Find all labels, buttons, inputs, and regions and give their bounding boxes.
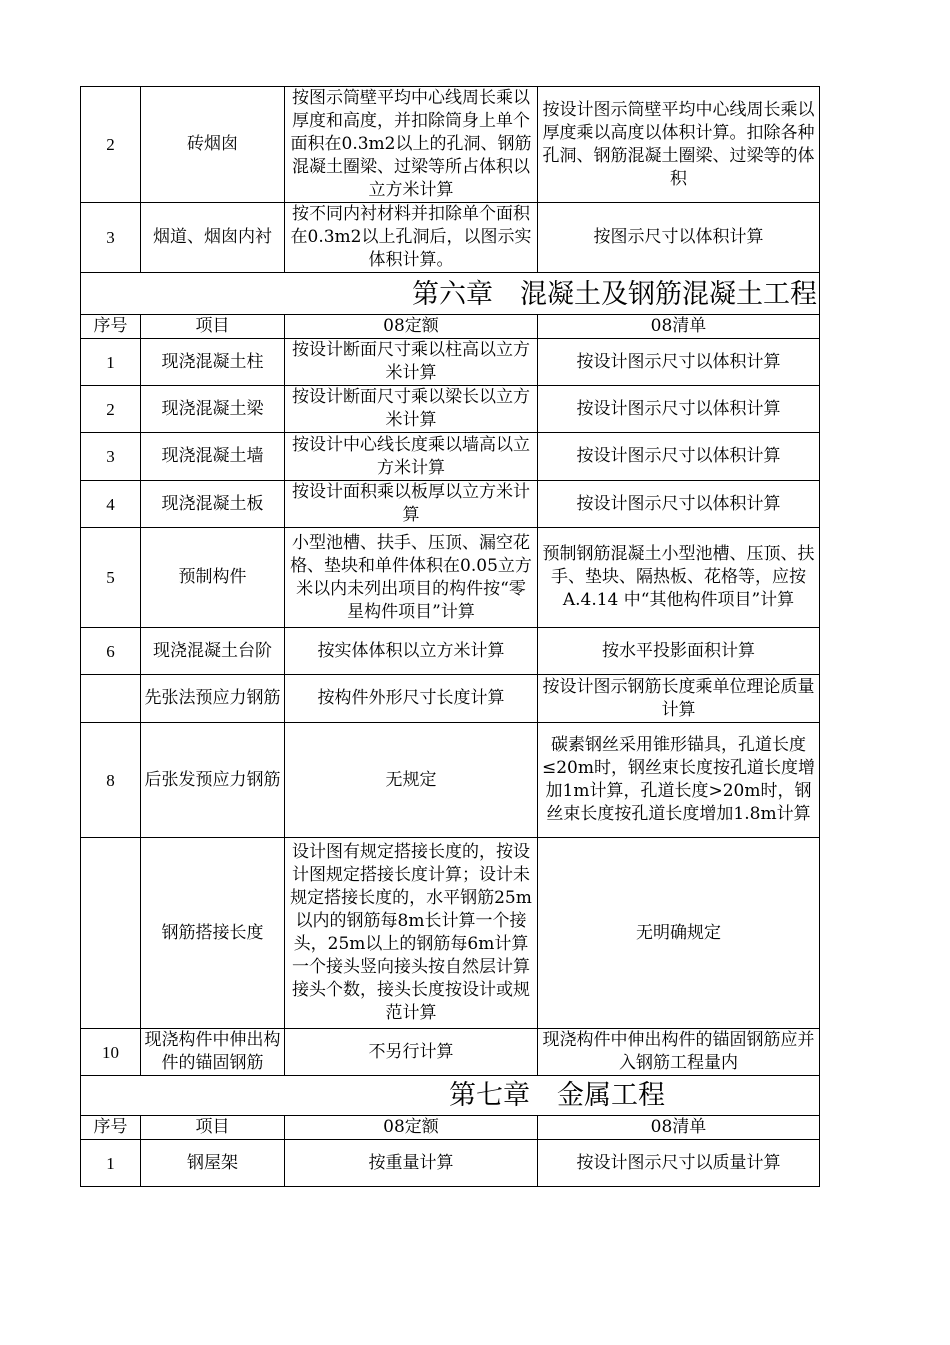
header-seq: 序号 — [81, 315, 141, 339]
row-qing: 按设计图示钢筋长度乘单位理论质量计算 — [538, 675, 820, 723]
header-item: 项目 — [141, 1116, 285, 1140]
row-seq: 3 — [81, 203, 141, 273]
row-item: 先张法预应力钢筋 — [141, 675, 285, 723]
header-qing: 08清单 — [538, 315, 820, 339]
row-ding: 按构件外形尺寸长度计算 — [285, 675, 538, 723]
table-row — [81, 481, 820, 528]
table-row — [81, 87, 820, 203]
row-ding: 不另行计算 — [285, 1029, 538, 1076]
row-qing: 按图示尺寸以体积计算 — [538, 203, 820, 273]
chapter-6-title: 第六章 混凝土及钢筋混凝土工程 — [81, 273, 820, 315]
row-ding: 按设计面积乘以板厚以立方米计算 — [285, 481, 538, 528]
row-ding: 按设计中心线长度乘以墙高以立方米计算 — [285, 433, 538, 481]
row-qing: 预制钢筋混凝土小型池槽、压顶、扶手、垫块、隔热板、花格等，应按 A.4.14 中“其他构件项目”计算 — [538, 528, 820, 628]
table-row — [81, 528, 820, 628]
table-row — [81, 1140, 820, 1187]
table-row — [81, 1029, 820, 1076]
row-ding: 设计图有规定搭接长度的，按设计图规定搭接长度计算；设计未规定搭接长度的，水平钢筋25m以内的钢筋每8m长计算一个接头，25m以上的钢筋每6m计算一个接头竖向接头按自然层计算接头个数，接头长度按设计或规范计算 — [285, 838, 538, 1029]
row-item: 后张发预应力钢筋 — [141, 723, 285, 838]
row-qing: 按设计图示尺寸以体积计算 — [538, 481, 820, 528]
row-qing: 碳素钢丝采用锥形锚具，孔道长度≤20m时，钢丝束长度按孔道长度增加1m计算，孔道长度>20m时，钢丝束长度按孔道长度增加1.8m计算 — [538, 723, 820, 838]
quantity-rules-table — [80, 86, 820, 1187]
header-ding: 08定额 — [285, 315, 538, 339]
row-seq: 4 — [81, 481, 141, 528]
row-ding: 按实体体积以立方米计算 — [285, 628, 538, 675]
row-seq: 5 — [81, 528, 141, 628]
row-seq — [81, 675, 141, 723]
table-row — [81, 838, 820, 1029]
row-item: 现浇混凝土台阶 — [141, 628, 285, 675]
header-ding: 08定额 — [285, 1116, 538, 1140]
table-row — [81, 386, 820, 433]
chapter-title-row — [81, 273, 820, 315]
row-seq: 3 — [81, 433, 141, 481]
row-seq: 10 — [81, 1029, 141, 1076]
row-qing: 按设计图示尺寸以体积计算 — [538, 386, 820, 433]
row-ding: 按图示筒壁平均中心线周长乘以厚度和高度，并扣除筒身上单个面积在0.3m2以上的孔洞、钢筋混凝土圈梁、过梁等所占体积以立方米计算 — [285, 87, 538, 203]
row-qing: 现浇构件中伸出构件的锚固钢筋应并入钢筋工程量内 — [538, 1029, 820, 1076]
header-qing: 08清单 — [538, 1116, 820, 1140]
row-seq: 1 — [81, 1140, 141, 1187]
row-seq: 8 — [81, 723, 141, 838]
row-seq: 6 — [81, 628, 141, 675]
header-seq: 序号 — [81, 1116, 141, 1140]
table-row — [81, 723, 820, 838]
row-ding: 按设计断面尺寸乘以梁长以立方米计算 — [285, 386, 538, 433]
row-item: 现浇混凝土柱 — [141, 339, 285, 386]
table-row — [81, 203, 820, 273]
table-row — [81, 675, 820, 723]
row-qing: 按设计图示筒壁平均中心线周长乘以厚度乘以高度以体积计算。扣除各种孔洞、钢筋混凝土圈梁、过梁等的体积 — [538, 87, 820, 203]
row-ding: 无规定 — [285, 723, 538, 838]
row-qing: 无明确规定 — [538, 838, 820, 1029]
chapter-7-title: 第七章 金属工程 — [81, 1076, 820, 1116]
row-ding: 小型池槽、扶手、压顶、漏空花格、垫块和单件体积在0.05立方米以内未列出项目的构件按“零星构件项目”计算 — [285, 528, 538, 628]
chapter-title-row — [81, 1076, 820, 1116]
row-seq: 2 — [81, 386, 141, 433]
row-ding: 按设计断面尺寸乘以柱高以立方米计算 — [285, 339, 538, 386]
table-row — [81, 339, 820, 386]
row-item: 现浇混凝土墙 — [141, 433, 285, 481]
header-row — [81, 1116, 820, 1140]
row-item: 钢筋搭接长度 — [141, 838, 285, 1029]
row-item: 现浇构件中伸出构件的锚固钢筋 — [141, 1029, 285, 1076]
row-ding: 按不同内衬材料并扣除单个面积在0.3m2以上孔洞后，以图示实体积计算。 — [285, 203, 538, 273]
row-seq — [81, 838, 141, 1029]
row-qing: 按设计图示尺寸以质量计算 — [538, 1140, 820, 1187]
header-row — [81, 315, 820, 339]
header-item: 项目 — [141, 315, 285, 339]
row-seq: 1 — [81, 339, 141, 386]
row-item: 现浇混凝土梁 — [141, 386, 285, 433]
row-item: 钢屋架 — [141, 1140, 285, 1187]
row-item: 烟道、烟囱内衬 — [141, 203, 285, 273]
row-qing: 按设计图示尺寸以体积计算 — [538, 339, 820, 386]
row-qing: 按水平投影面积计算 — [538, 628, 820, 675]
row-ding: 按重量计算 — [285, 1140, 538, 1187]
row-item: 砖烟囱 — [141, 87, 285, 203]
table-row — [81, 628, 820, 675]
row-item: 预制构件 — [141, 528, 285, 628]
row-seq: 2 — [81, 87, 141, 203]
row-item: 现浇混凝土板 — [141, 481, 285, 528]
table-row — [81, 433, 820, 481]
row-qing: 按设计图示尺寸以体积计算 — [538, 433, 820, 481]
